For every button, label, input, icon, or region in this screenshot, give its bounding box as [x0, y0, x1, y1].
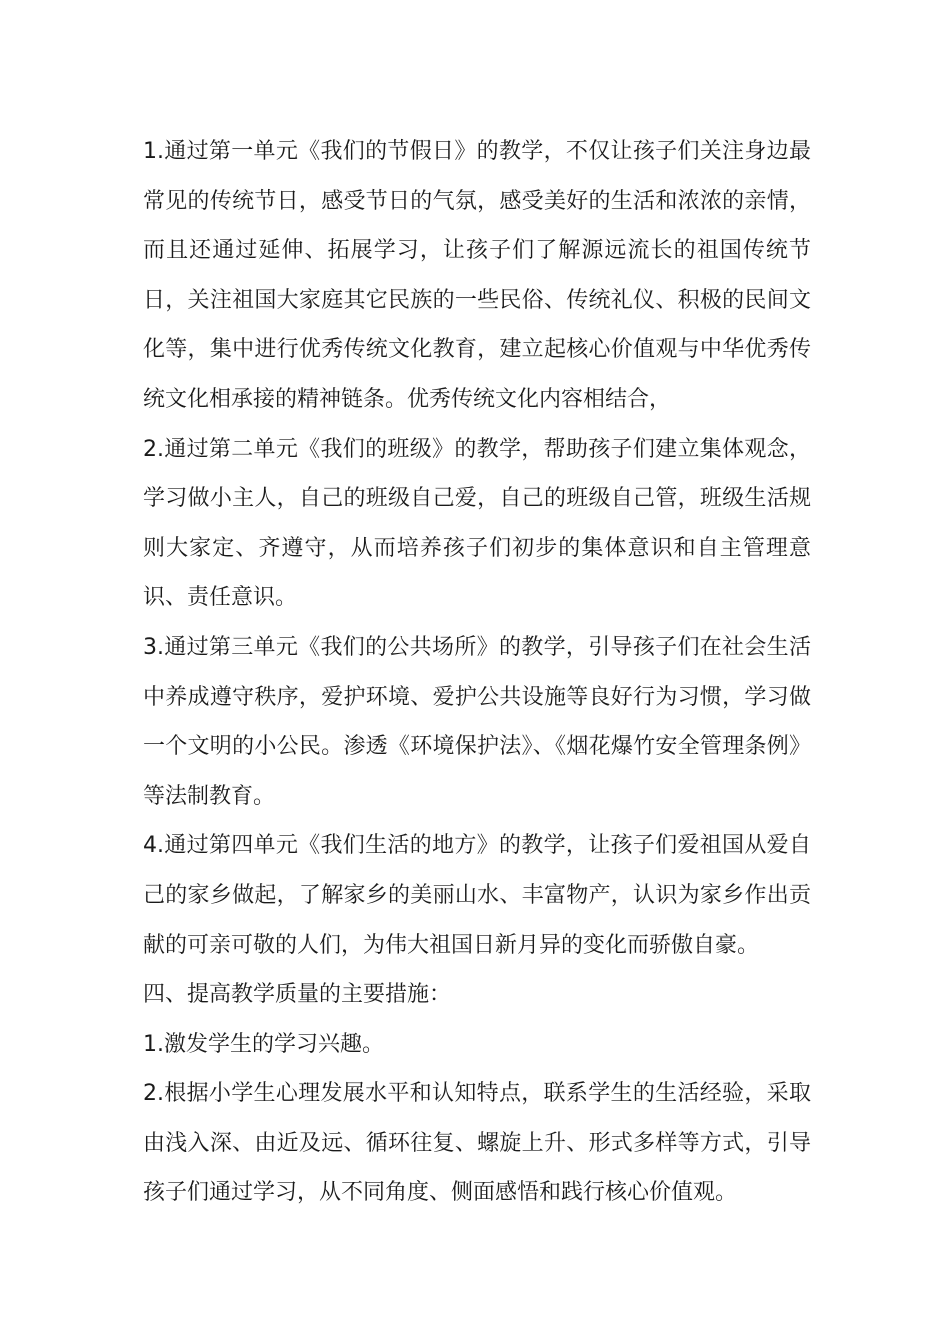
- paragraph-measure-two: 2.根据小学生心理发展水平和认知特点，联系学生的生活经验，采取由浅入深、由近及远、循环往复、螺旋上升、形式多样等方式，引导孩子们通过学习，从不同角度、侧面感悟和践行核心价值观。: [143, 1081, 811, 1206]
- paragraph-unit-three: 3.通过第三单元《我们的公共场所》的教学，引导孩子们在社会生活中养成遵守秩序，爱护环境、爱护公共设施等良好行为习惯，学习做一个文明的小公民。渗透《环境保护法》、《烟花爆竹安全管理条例》等法制教育。: [143, 634, 811, 809]
- paragraph-measure-one: 1.激发学生的学习兴趣。: [143, 1031, 384, 1057]
- paragraph-unit-four: 4.通过第四单元《我们生活的地方》的教学，让孩子们爱祖国从爱自己的家乡做起，了解家乡的美丽山水、丰富物产，认识为家乡作出贡献的可亲可敬的人们，为伟大祖国日新月异的变化而骄傲自豪。: [143, 833, 811, 958]
- paragraph-unit-one: 1.通过第一单元《我们的节假日》的教学，不仅让孩子们关注身边最常见的传统节日，感受节日的气氛，感受美好的生活和浓浓的亲情，而且还通过延伸、拓展学习，让孩子们了解源远流长的祖国传统节日，关注祖国大家庭其它民族的一些民俗、传统礼仪、积极的民间文化等，集中进行优秀传统文化教育，建立起核心价值观与中华优秀传统文化相承接的精神链条。优秀传统文化内容相结合，: [143, 139, 811, 412]
- document-body: [143, 127, 811, 1218]
- section-heading-measures: 四、提高教学质量的主要措施：: [143, 982, 452, 1008]
- paragraph-unit-two: 2.通过第二单元《我们的班级》的教学，帮助孩子们建立集体观念，学习做小主人，自己的班级自己爱，自己的班级自己管，班级生活规则大家定、齐遵守，从而培养孩子们初步的集体意识和自主管理意识、责任意识。: [143, 436, 811, 611]
